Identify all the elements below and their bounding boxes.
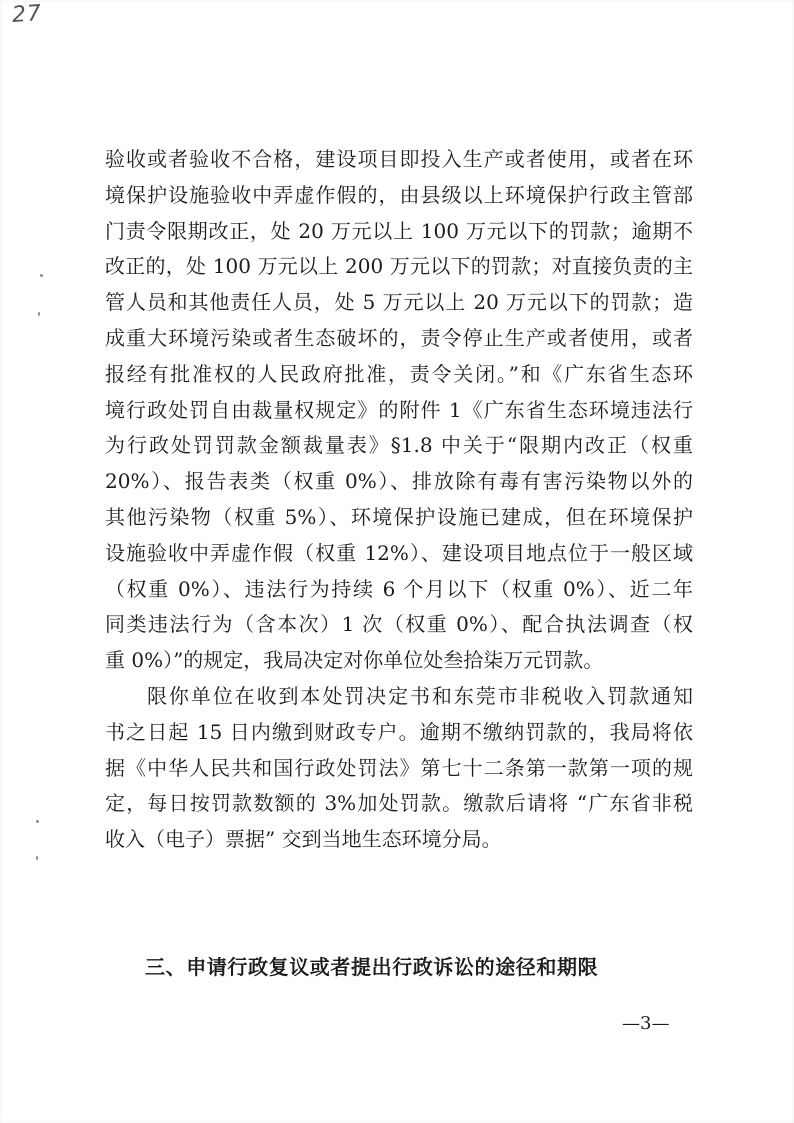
- scan-speck: [38, 312, 40, 316]
- scan-speck: [36, 856, 38, 860]
- text-line: 境保护设施验收中弄虚作假的，由县级以上环境保护行政主管部: [105, 182, 693, 207]
- text-line: 改正的，处 100 万元以上 200 万元以下的罚款；对直接负责的主: [105, 254, 693, 279]
- text-line: 重 0%）”的规定，我局决定对你单位处叁拾柒万元罚款。: [105, 648, 604, 673]
- text-line: （权重 0%）、违法行为持续 6 个月以下（权重 0%）、近二年: [105, 576, 693, 601]
- text-line: 同类违法行为（含本次）1 次（权重 0%）、配合执法调查（权: [105, 612, 693, 637]
- handwritten-page-mark: 27: [11, 0, 43, 29]
- text-line: 定，每日按罚款数额的 3%加处罚款。缴款后请将 “广东省非税: [105, 791, 693, 816]
- paragraph-payment-instructions: [105, 679, 693, 858]
- text-line: 收入（电子）票据” 交到当地生态环境分局。: [105, 827, 502, 852]
- text-line: 书之日起 15 日内缴到财政专户。逾期不缴纳罚款的，我局将依: [105, 719, 693, 744]
- text-line: 验收或者验收不合格，建设项目即投入生产或者使用，或者在环: [105, 147, 693, 171]
- text-line: 管人员和其他责任人员，处 5 万元以上 20 万元以下的罚款；造: [105, 290, 693, 315]
- scan-speck: [40, 274, 43, 277]
- paragraph-penalty-basis: [105, 142, 693, 679]
- text-line: 其他污染物（权重 5%）、环境保护设施已建成，但在环境保护: [105, 504, 693, 529]
- text-line: 限你单位在收到本处罚决定书和东莞市非税收入罚款通知: [147, 683, 693, 708]
- section-heading-appeal: 三、申请行政复议或者提出行政诉讼的途径和期限: [145, 955, 599, 979]
- document-body: [105, 142, 693, 858]
- text-line: 为行政处罚罚款金额裁量表》§1.8 中关于“限期内改正（权重: [105, 433, 693, 458]
- text-line: 设施验收中弄虚作假（权重 12%）、建设项目地点位于一般区域: [105, 540, 693, 565]
- text-line: 据《中华人民共和国行政处罚法》第七十二条第一款第一项的规: [105, 755, 693, 780]
- text-line: 境行政处罚自由裁量权规定》的附件 1《广东省生态环境违法行: [105, 397, 693, 422]
- text-line: 成重大环境污染或者生态破坏的，责令停止生产或者使用，或者: [105, 325, 693, 350]
- page-number: —3—: [622, 1013, 670, 1034]
- scan-speck: [36, 820, 39, 823]
- text-line: 20%）、报告表类（权重 0%）、排放除有毒有害污染物以外的: [105, 469, 693, 494]
- text-line: 门责令限期改正，处 20 万元以上 100 万元以下的罚款；逾期不: [105, 218, 693, 243]
- text-line: 报经有批准权的人民政府批准，责令关闭。”和《广东省生态环: [105, 361, 693, 386]
